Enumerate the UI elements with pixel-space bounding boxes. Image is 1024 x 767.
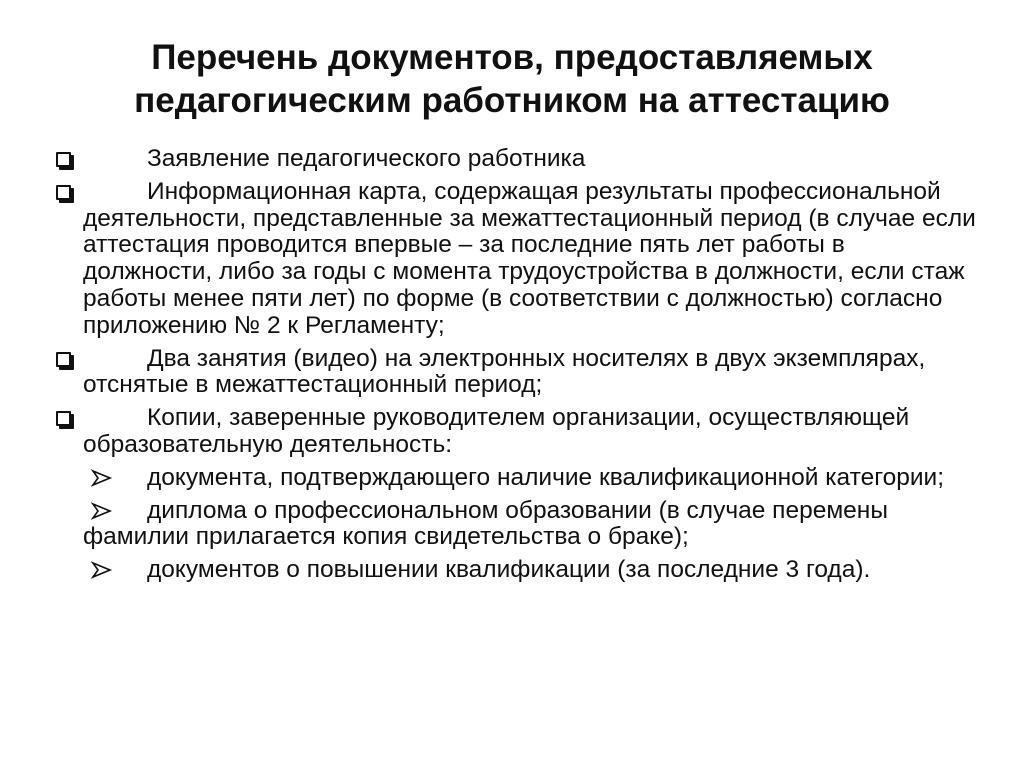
title-line-2: педагогическим работником на аттестацию — [134, 81, 890, 120]
sub-list-item-text: документа, подтверждающего наличие квалификационной категории; — [147, 463, 945, 491]
sub-list-item — [48, 498, 978, 552]
list-item-text: Заявление педагогического работника — [147, 145, 586, 172]
document-list — [48, 146, 978, 590]
checkbox-icon — [56, 411, 71, 426]
checkbox-icon — [56, 185, 71, 200]
arrow-icon — [91, 468, 113, 488]
list-item-text: Копии, заверенные руководителем организации, осуществляющей образовательную деятельность: — [83, 404, 910, 458]
sub-list-item-text: диплома о профессиональном образовании (в случае перемены фамилии прилагается копия свидетельства о браке); — [83, 496, 888, 551]
sub-list-item — [48, 557, 978, 584]
arrow-icon — [91, 501, 113, 521]
sub-list-item — [48, 465, 978, 492]
checkbox-icon — [56, 352, 71, 367]
list-item — [48, 346, 978, 400]
page-title — [40, 36, 984, 122]
list-item — [48, 146, 978, 173]
list-item-text: Два занятия (видео) на электронных носителях в двух экземплярах, отснятые в межаттестационный период; — [83, 344, 926, 399]
list-item-text: Информационная карта, содержащая результаты профессиональной деятельности, представленные за межаттестационный период (в случае если аттестация проводится впервые – за последние пять лет работы в должности, либо за годы с момента трудоустройства в должности, если стаж работы менее пяти лет) по форме (в соответствии с должностью) согласно приложению № 2 к Регламенту; — [83, 177, 976, 339]
arrow-icon — [91, 560, 113, 580]
list-item — [48, 179, 978, 340]
checkbox-icon — [56, 152, 71, 167]
list-item — [48, 405, 978, 459]
title-line-1: Перечень документов, предоставляемых — [151, 38, 873, 77]
sub-list-item-text: документов о повышении квалификации (за последние 3 года). — [147, 556, 871, 584]
